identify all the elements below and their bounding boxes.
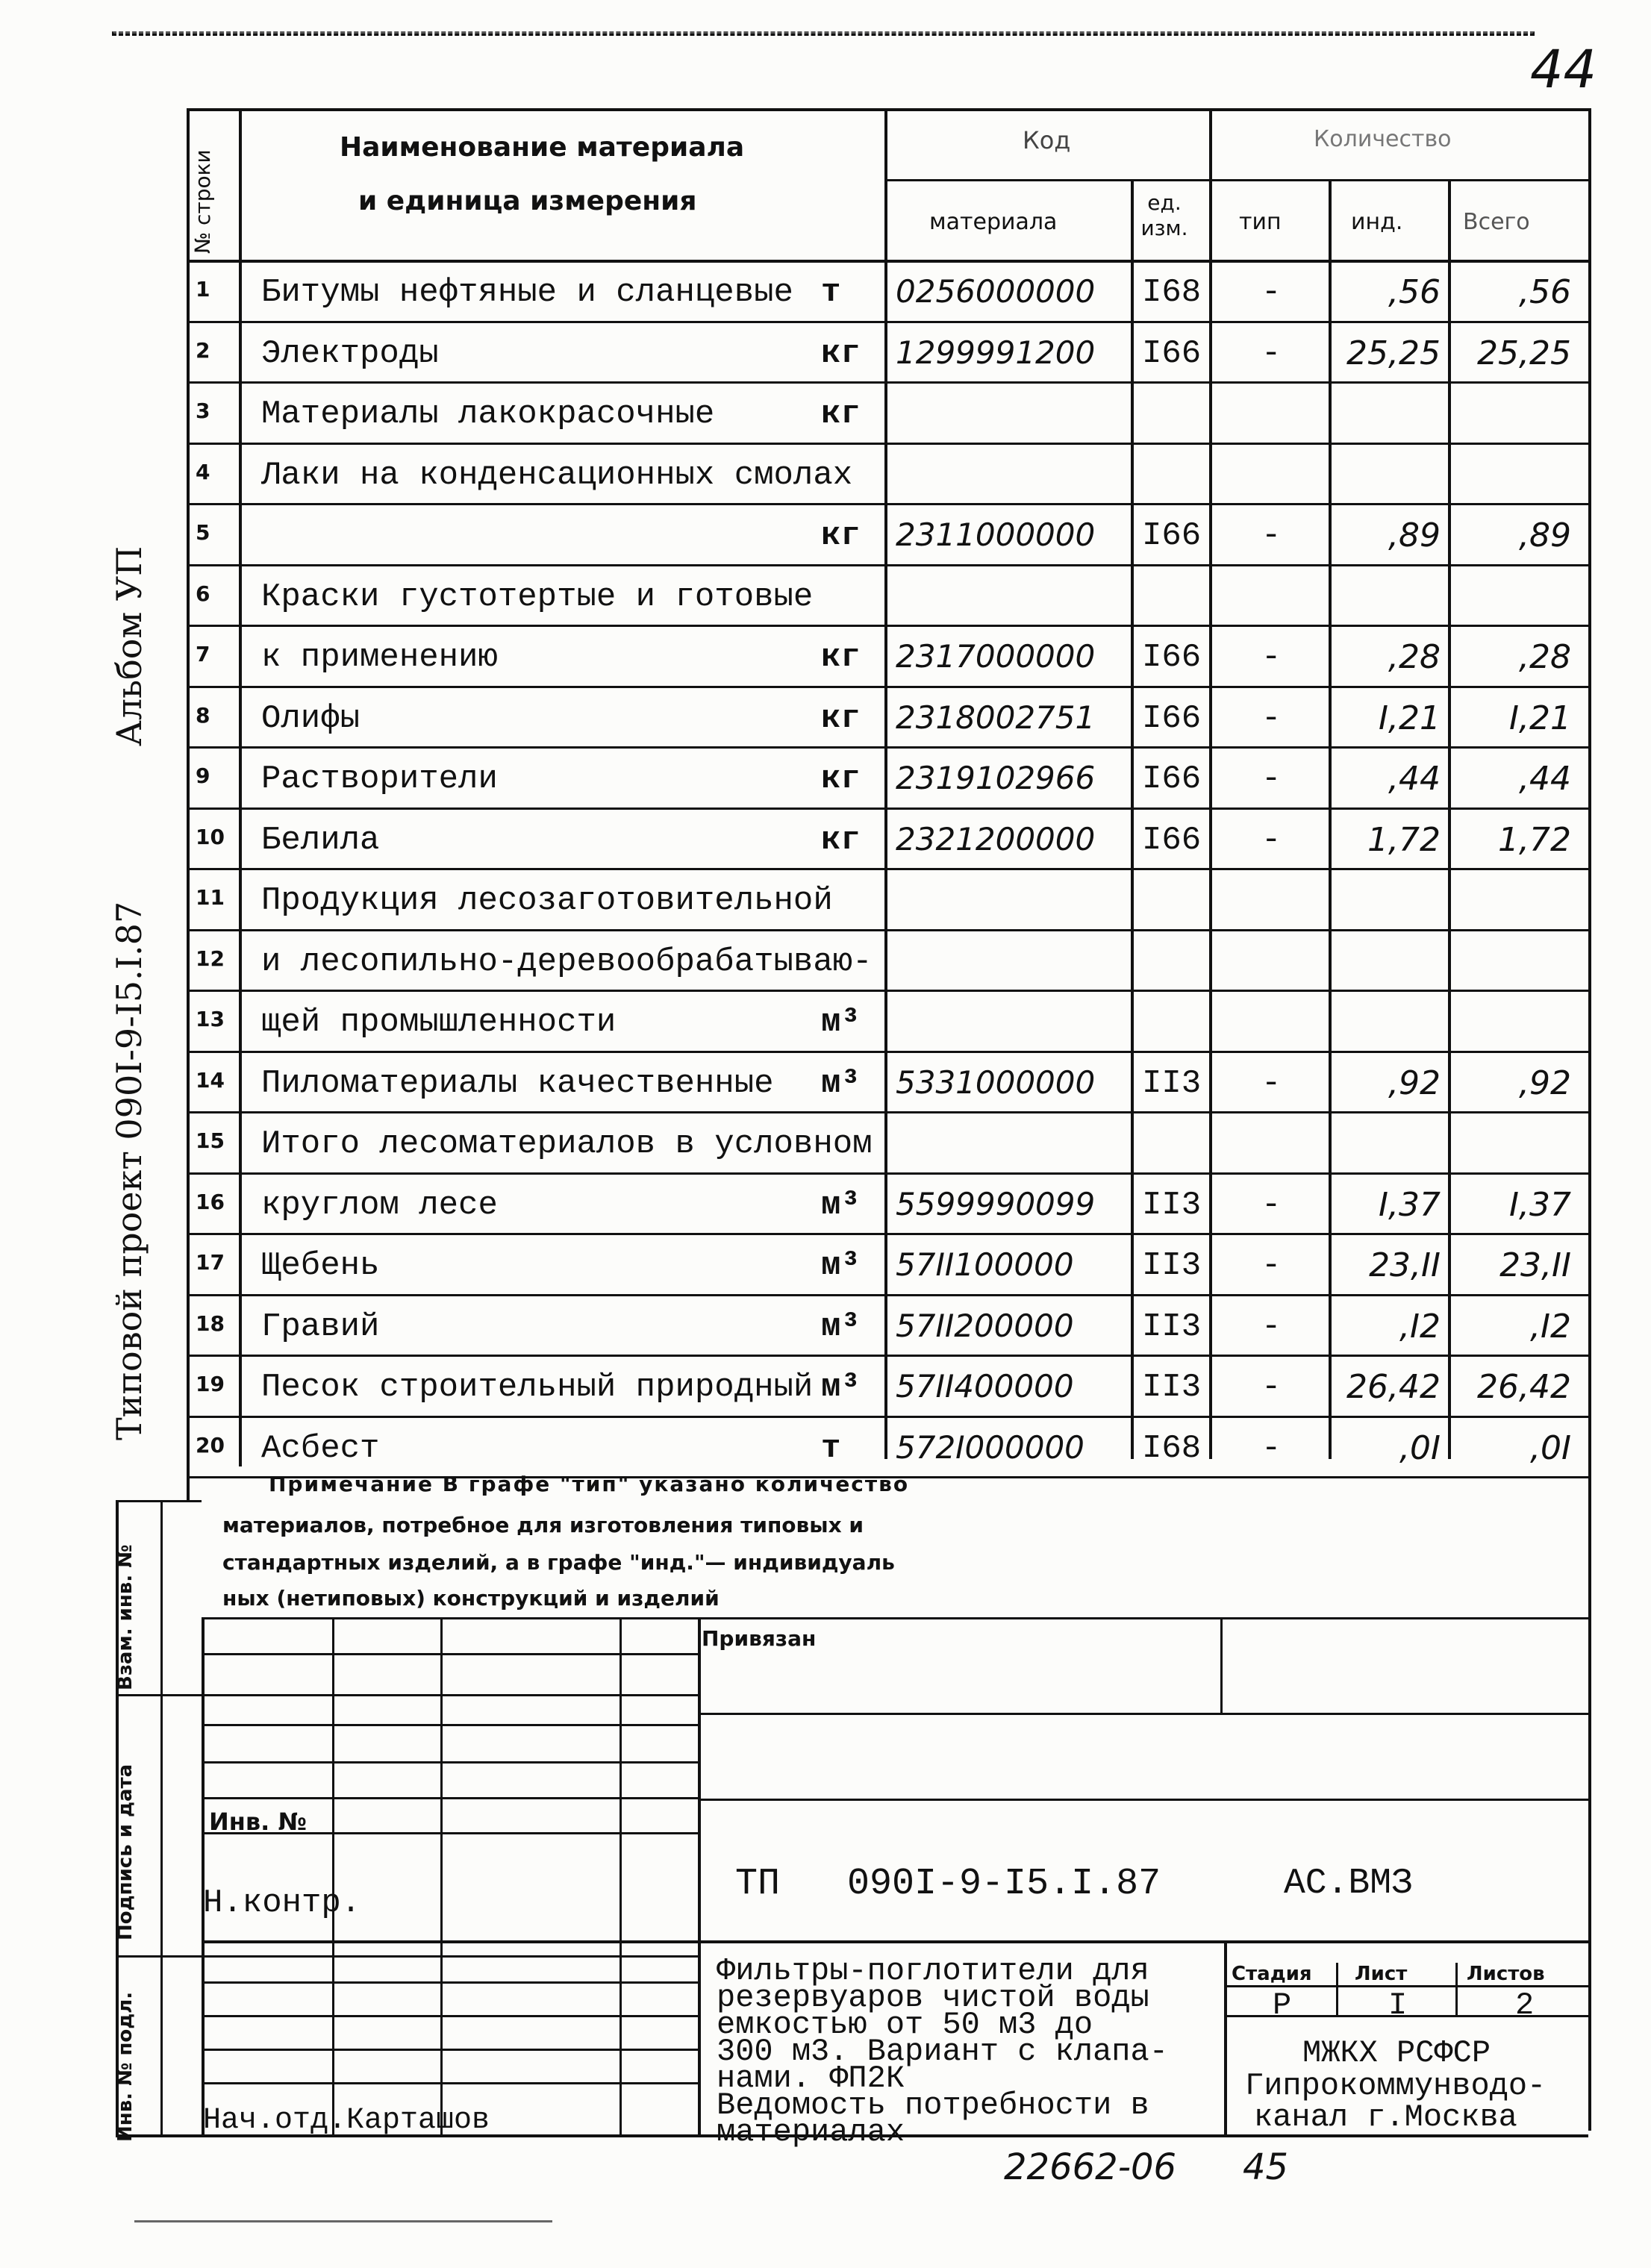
stamp-sheet: I — [1388, 1987, 1408, 2023]
note-line-1: Примечание В графе "тип" указано количество — [269, 1472, 910, 1496]
stamp-org-2: Гипрокоммунводо- — [1245, 2068, 1547, 2104]
stamp-side-3: Инв. № подл. — [114, 1991, 137, 2142]
row-unit-code: I66 — [1142, 760, 1202, 798]
grid-line — [884, 108, 887, 1459]
row-material-code: 1299991200 — [896, 334, 1096, 371]
row-unit: м³ — [821, 1369, 861, 1406]
grid-line — [187, 1355, 1588, 1357]
row-type: - — [1261, 639, 1282, 676]
grid-line — [202, 1940, 1588, 1943]
row-total: ,92 — [1519, 1064, 1571, 1102]
grid-line — [187, 868, 1588, 870]
row-type: - — [1261, 760, 1282, 798]
row-unit: м³ — [821, 1187, 861, 1224]
row-ind: I,37 — [1379, 1186, 1441, 1224]
row-unit-code: II3 — [1142, 1369, 1202, 1406]
grid-line — [1209, 108, 1212, 1459]
row-unit: м³ — [821, 1065, 861, 1102]
row-unit: кг — [821, 335, 861, 372]
row-material-code: 57II100000 — [896, 1246, 1074, 1283]
row-unit-code: II3 — [1142, 1187, 1202, 1224]
row-name: Щебень — [261, 1247, 380, 1284]
grid-line — [187, 1051, 1588, 1053]
grid-line — [1336, 1963, 1338, 2015]
grid-line — [187, 321, 1588, 323]
row-ind: I,21 — [1379, 699, 1441, 737]
stamp-side-2: Подпись и дата — [114, 1764, 137, 1940]
grid-line — [619, 1617, 622, 2134]
grid-line — [187, 381, 1588, 384]
row-name: Материалы лакокрасочные — [261, 396, 715, 433]
row-total: 26,42 — [1477, 1368, 1571, 1406]
bottom-stamp-sheet: 45 — [1243, 2146, 1289, 2188]
grid-line — [187, 503, 1588, 505]
note-line-4: ных (нетиповых) конструкций и изделий — [222, 1586, 720, 1611]
grid-line — [187, 929, 1588, 931]
table-top-border — [187, 108, 1588, 111]
stamp-org-1: МЖКХ РСФСР — [1302, 2035, 1491, 2071]
row-name: щей промышленности — [261, 1004, 617, 1041]
header-code-unit: ед. изм. — [1140, 190, 1188, 240]
row-ind: ,I2 — [1399, 1308, 1441, 1346]
row-ind: ,92 — [1388, 1064, 1441, 1102]
grid-line — [187, 564, 1588, 566]
row-ind: ,56 — [1388, 273, 1441, 311]
grid-line — [187, 1233, 1588, 1235]
row-unit: т — [821, 274, 841, 311]
stamp-privyazan: Привязан — [702, 1626, 817, 1651]
stamp-title-3: емкостью от 50 м3 до — [717, 2007, 1093, 2043]
grid-line — [1588, 108, 1591, 2131]
row-number: 2 — [196, 338, 210, 363]
row-unit: м³ — [821, 1004, 861, 1041]
grid-line — [698, 1617, 701, 2134]
row-number: 8 — [196, 703, 210, 728]
row-ind: 1,72 — [1367, 821, 1441, 859]
row-material-code: 2321200000 — [896, 821, 1096, 857]
header-code: Код — [1023, 126, 1071, 154]
stamp-sheets: 2 — [1515, 1987, 1535, 2023]
row-ind: 23,II — [1369, 1246, 1441, 1284]
grid-line — [187, 1416, 1588, 1418]
row-name: к применению — [261, 639, 498, 676]
row-type: - — [1261, 1065, 1282, 1102]
row-number: 10 — [196, 825, 225, 849]
row-number: 16 — [196, 1190, 225, 1214]
grid-line — [1448, 179, 1451, 1459]
row-name: Олифы — [261, 700, 361, 737]
row-unit: м³ — [821, 1247, 861, 1284]
header-name: Наименование материала — [340, 132, 745, 163]
row-unit: кг — [821, 517, 861, 554]
row-type: - — [1261, 1308, 1282, 1346]
row-name: Лаки на конденсационных смолах — [261, 457, 853, 494]
project-label: Типовой проект 090I-9-I5.I.87 — [109, 901, 149, 1440]
grid-line — [187, 625, 1588, 627]
stamp-title-1: Фильтры-поглотители для — [717, 1953, 1149, 1989]
row-type: - — [1261, 1247, 1282, 1284]
grid-line — [202, 2082, 698, 2084]
row-number: 12 — [196, 946, 225, 971]
stamp-stage-header: Стадия — [1232, 1963, 1312, 1985]
page-number: 44 — [1530, 39, 1597, 100]
grid-line — [440, 1617, 443, 2134]
row-name: круглом лесе — [261, 1187, 498, 1224]
row-total: ,56 — [1519, 273, 1571, 311]
grid-line — [202, 1653, 698, 1655]
row-unit: кг — [821, 396, 861, 433]
row-unit: м³ — [821, 1308, 861, 1346]
bottom-scan-line — [134, 2220, 552, 2222]
grid-line — [884, 179, 1588, 181]
row-name: Пиломатериалы качественные — [261, 1065, 774, 1102]
row-name: Продукция лесозаготовительной — [261, 882, 833, 919]
row-unit-code: II3 — [1142, 1247, 1202, 1284]
grid-line — [239, 108, 242, 1466]
row-number: 4 — [196, 460, 210, 484]
stamp-title-2: резервуаров чистой воды — [717, 1980, 1149, 2016]
row-number: 6 — [196, 581, 210, 606]
row-material-code: 2318002751 — [896, 699, 1096, 736]
header-row-no: № строки — [190, 149, 215, 254]
row-type: - — [1261, 1430, 1282, 1467]
grid-line — [187, 108, 190, 1500]
grid-line — [187, 990, 1588, 992]
grid-line — [187, 1294, 1588, 1296]
stamp-doc-mark: АС.ВМЗ — [1284, 1864, 1413, 1904]
row-type: - — [1261, 822, 1282, 859]
row-name: Битумы нефтяные и сланцевые — [261, 274, 793, 311]
grid-line — [202, 1981, 698, 1984]
row-number: 13 — [196, 1007, 225, 1031]
row-total: I,37 — [1509, 1186, 1571, 1224]
header-q-type: тип — [1239, 209, 1282, 235]
row-material-code: 5599990099 — [896, 1186, 1096, 1222]
row-type: - — [1261, 1187, 1282, 1224]
grid-line — [332, 1617, 334, 2134]
row-name: Растворители — [261, 760, 498, 798]
grid-line — [202, 2049, 698, 2051]
row-name: Краски густотертые и готовые — [261, 578, 814, 616]
grid-line — [187, 1111, 1588, 1113]
stamp-title-7: материалах — [717, 2114, 905, 2150]
stamp-side-1: Взам. инв. № — [114, 1544, 137, 1690]
row-material-code: 57II400000 — [896, 1368, 1074, 1405]
row-unit-code: I66 — [1142, 639, 1202, 676]
grid-line — [698, 1713, 1588, 1715]
grid-line — [1224, 1940, 1227, 2134]
grid-line — [116, 1500, 202, 1502]
row-material-code: 5331000000 — [896, 1064, 1096, 1101]
row-unit: кг — [821, 639, 861, 676]
row-material-code: 2311000000 — [896, 516, 1096, 553]
stamp-nach-otd: Нач.отд.Карташов — [203, 2104, 490, 2137]
row-ind: ,28 — [1388, 638, 1441, 676]
row-number: 11 — [196, 885, 225, 910]
row-number: 15 — [196, 1128, 225, 1153]
top-scan-line — [112, 31, 1535, 36]
row-total: ,89 — [1519, 516, 1571, 554]
row-name: Итого лесоматериалов в условном — [261, 1125, 873, 1163]
header-q-total: Всего — [1463, 209, 1530, 235]
row-name: и лесопильно-деревообрабатываю- — [261, 943, 873, 981]
grid-line — [187, 443, 1588, 445]
stamp-title-5: нами. ФП2К — [717, 2061, 905, 2096]
header-name-2: и единица измерения — [358, 186, 697, 216]
grid-line — [202, 1797, 698, 1799]
row-material-code: 0256000000 — [896, 273, 1096, 310]
grid-line — [187, 807, 1588, 810]
row-total: ,28 — [1519, 638, 1571, 676]
row-unit-code: I66 — [1142, 335, 1202, 372]
row-ind: 25,25 — [1346, 334, 1441, 372]
row-ind: ,44 — [1388, 760, 1441, 798]
row-material-code: 57II200000 — [896, 1308, 1074, 1344]
row-type: - — [1261, 517, 1282, 554]
row-name: Гравий — [261, 1308, 380, 1346]
row-name: Белила — [261, 822, 380, 859]
stamp-org-3: канал г.Москва — [1254, 2099, 1517, 2135]
header-quantity: Количество — [1314, 126, 1452, 152]
row-total: ,I2 — [1530, 1308, 1571, 1346]
grid-line — [1220, 1617, 1223, 1713]
grid-line — [202, 1724, 698, 1726]
row-number: 5 — [196, 520, 210, 545]
row-unit-code: II3 — [1142, 1065, 1202, 1102]
row-number: 19 — [196, 1372, 225, 1396]
row-number: 9 — [196, 763, 210, 788]
grid-line — [1455, 1963, 1458, 2015]
note-line-2: материалов, потребное для изготовления типовых и — [222, 1513, 864, 1537]
row-number: 17 — [196, 1250, 225, 1275]
row-total: I,21 — [1509, 699, 1571, 737]
row-material-code: 2317000000 — [896, 638, 1096, 675]
bottom-stamp-number: 22662-06 — [1004, 2146, 1177, 2188]
row-number: 14 — [196, 1068, 225, 1093]
row-type: - — [1261, 700, 1282, 737]
row-total: ,0I — [1530, 1429, 1571, 1467]
row-type: - — [1261, 1369, 1282, 1406]
grid-line — [1329, 179, 1332, 1459]
row-number: 7 — [196, 642, 210, 666]
album-label: Альбом УП — [109, 546, 149, 746]
row-material-code: 2319102966 — [896, 760, 1096, 796]
row-number: 18 — [196, 1311, 225, 1336]
grid-line — [698, 1799, 1588, 1801]
stamp-doc-code: ТП 090I-9-I5.I.87 — [735, 1863, 1161, 1905]
row-total: 23,II — [1499, 1246, 1571, 1284]
grid-line — [202, 1617, 205, 2134]
stamp-n-kontr: Н.контр. — [203, 1884, 361, 1922]
row-total: ,44 — [1519, 760, 1571, 798]
row-unit-code: I66 — [1142, 700, 1202, 737]
stamp-stage: Р — [1273, 1987, 1292, 2023]
row-unit: кг — [821, 760, 861, 798]
row-name: Электроды — [261, 335, 439, 372]
grid-line — [1131, 179, 1134, 1459]
row-unit-code: I68 — [1142, 274, 1202, 311]
row-name: Песок строительный природный — [261, 1369, 814, 1406]
row-unit: кг — [821, 700, 861, 737]
grid-line — [187, 686, 1588, 688]
header-code-material: материала — [929, 209, 1058, 235]
row-material-code: 572I000000 — [896, 1429, 1084, 1466]
row-unit-code: II3 — [1142, 1308, 1202, 1346]
note-line-3: стандартных изделий, а в графе "инд."— индивидуаль — [222, 1550, 895, 1575]
row-total: 1,72 — [1498, 821, 1571, 859]
grid-line — [202, 2015, 698, 2017]
grid-line — [202, 1761, 698, 1764]
header-q-ind: инд. — [1351, 209, 1403, 235]
row-number: 3 — [196, 399, 210, 423]
row-unit-code: I66 — [1142, 517, 1202, 554]
grid-line — [202, 1617, 1588, 1619]
row-number: 20 — [196, 1433, 225, 1458]
row-name: Асбест — [261, 1430, 380, 1467]
stamp-sheets-header: Листов — [1467, 1963, 1545, 1985]
row-unit-code: I66 — [1142, 822, 1202, 859]
grid-line — [160, 1500, 163, 2134]
stamp-title-6: Ведомость потребности в — [717, 2087, 1149, 2123]
row-ind: ,89 — [1388, 516, 1441, 554]
row-type: - — [1261, 274, 1282, 311]
row-unit: кг — [821, 822, 861, 859]
row-number: 1 — [196, 277, 210, 302]
row-total: 25,25 — [1477, 334, 1571, 372]
stamp-inv-no: Инв. № — [209, 1808, 307, 1836]
row-ind: 26,42 — [1346, 1368, 1441, 1406]
row-type: - — [1261, 335, 1282, 372]
grid-line — [187, 746, 1588, 749]
row-unit-code: I68 — [1142, 1430, 1202, 1467]
grid-line — [187, 260, 1588, 263]
grid-line — [187, 1172, 1588, 1175]
stamp-sheet-header: Лист — [1355, 1963, 1408, 1985]
stamp-title-4: 300 м3. Вариант с клапа- — [717, 2034, 1168, 2069]
row-unit: т — [821, 1430, 841, 1467]
row-ind: ,0I — [1399, 1429, 1441, 1467]
